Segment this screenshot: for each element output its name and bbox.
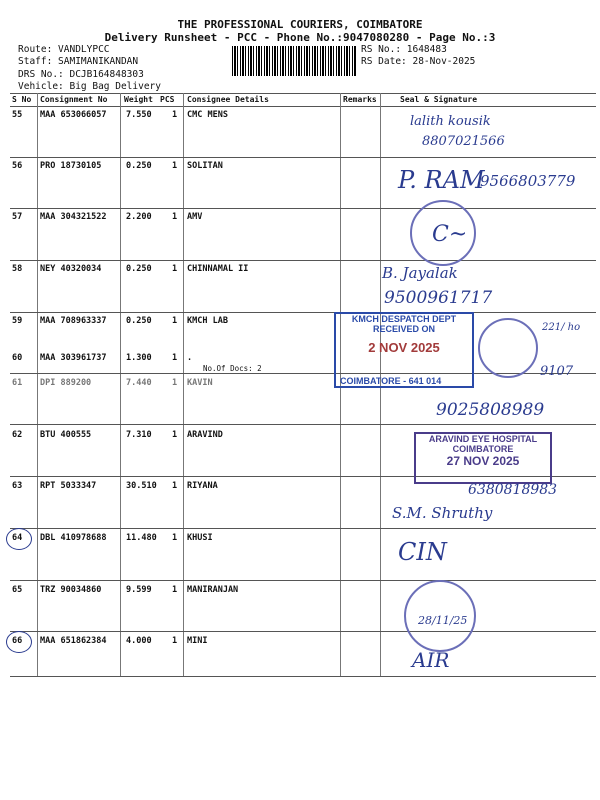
- row-line: [10, 580, 596, 581]
- col-divider: [37, 93, 38, 676]
- aravind-stamp-date: 27 NOV 2025: [446, 454, 520, 468]
- sig-56-name: P. RAM: [398, 166, 485, 194]
- row-58-weight: 0.250: [126, 264, 152, 274]
- row-59-pcs: 1: [172, 316, 178, 326]
- row-57-cons: MAA 304321522: [40, 212, 107, 222]
- kmch-stamp-city: COIMBATORE - 641 014: [340, 376, 442, 386]
- col-divider: [120, 93, 121, 676]
- row-60-cons: MAA 303961737: [40, 353, 107, 363]
- kmch-stamp-line1: KMCH DESPATCH DEPT: [351, 314, 457, 324]
- row-65-cons: TRZ 90034860: [40, 585, 102, 595]
- row-66-sno: 66: [12, 636, 23, 646]
- row-65-pcs: 1: [172, 585, 178, 595]
- row-62-sno: 62: [12, 430, 23, 440]
- staff-label: Staff: SAMIMANIKANDAN: [18, 56, 139, 67]
- route-label: Route: VANDLYPCC: [18, 44, 110, 55]
- col-sno: S No: [12, 95, 32, 104]
- row-line: [10, 260, 596, 261]
- row-line: [10, 424, 596, 425]
- row-63-cons: RPT 5033347: [40, 481, 97, 491]
- aravind-stamp: [414, 432, 552, 484]
- no-of-docs: No.Of Docs: 2: [203, 364, 262, 373]
- col-consignee: Consignee Details: [187, 95, 269, 104]
- row-60-pcs: 1: [172, 353, 178, 363]
- sig-58-phone: 9500961717: [384, 288, 493, 308]
- row-55-cons: MAA 653066057: [40, 110, 107, 120]
- row-65-consignee: MANIRANJAN: [187, 585, 239, 595]
- row-64-cons: DBL 410978688: [40, 533, 107, 543]
- row-66-pcs: 1: [172, 636, 178, 646]
- row-line: [10, 157, 596, 158]
- row-63-sno: 63: [12, 481, 23, 491]
- sig-60-phone: 9107: [540, 364, 574, 379]
- row-57-consignee: AMV: [187, 212, 203, 222]
- row-62-cons: BTU 400555: [40, 430, 92, 440]
- row-56-sno: 56: [12, 161, 23, 171]
- row-63-pcs: 1: [172, 481, 178, 491]
- row-56-cons: PRO 18730105: [40, 161, 102, 171]
- row-61-pcs: 1: [172, 378, 178, 388]
- row-56-weight: 0.250: [126, 161, 152, 171]
- row-56-consignee: SOLITAN: [187, 161, 223, 171]
- sig-64-name: CIN: [398, 538, 447, 566]
- row-61-consignee: KAVIN: [187, 378, 213, 388]
- row-66-consignee: MINI: [187, 636, 208, 646]
- header-bottom-line: [10, 106, 596, 107]
- row-57-weight: 2.200: [126, 212, 152, 222]
- kmch-stamp-line2: RECEIVED ON: [372, 324, 435, 334]
- sig-59-note: 221/ ho: [542, 322, 581, 333]
- col-consignment: Consignment No: [40, 95, 108, 104]
- row-64-pcs: 1: [172, 533, 178, 543]
- seal-59: [478, 318, 538, 378]
- row-line: [10, 312, 596, 313]
- row-line: [10, 208, 596, 209]
- row-61-cons: DPI 889200: [40, 378, 92, 388]
- row-55-weight: 7.550: [126, 110, 152, 120]
- row-59-cons: MAA 708963337: [40, 316, 107, 326]
- vehicle-label: Vehicle: Big Bag Delivery: [18, 81, 161, 92]
- sig-58-name: B. Jayalak: [382, 264, 458, 282]
- rs-date: RS Date: 28-Nov-2025: [361, 56, 476, 67]
- runsheet-subtitle: Delivery Runsheet - PCC - Phone No.:9047080280 - Page No.:3: [104, 31, 496, 44]
- sig-66-name: AIR: [412, 648, 450, 672]
- row-58-sno: 58: [12, 264, 23, 274]
- sig-55-phone: 8807021566: [422, 134, 505, 149]
- row-59-weight: 0.250: [126, 316, 152, 326]
- row-62-pcs: 1: [172, 430, 178, 440]
- row-63-weight: 30.510: [126, 481, 157, 491]
- row-55-consignee: CMC MENS: [187, 110, 228, 120]
- kmch-stamp-date: 2 NOV 2025: [368, 340, 440, 355]
- row-61-weight: 7.440: [126, 378, 152, 388]
- barcode-image: [232, 46, 356, 76]
- row-65-weight: 9.599: [126, 585, 152, 595]
- aravind-stamp-line2: COIMBATORE: [452, 444, 514, 454]
- sig-62-phone: 6380818983: [468, 482, 558, 498]
- sig-65-date: 28/11/25: [418, 614, 468, 627]
- row-66-weight: 4.000: [126, 636, 152, 646]
- row-58-pcs: 1: [172, 264, 178, 274]
- row-64-weight: 11.480: [126, 533, 157, 543]
- row-62-consignee: ARAVIND: [187, 430, 223, 440]
- row-57-pcs: 1: [172, 212, 178, 222]
- row-line: [10, 631, 596, 632]
- sig-56-phone: 9566803779: [480, 172, 576, 190]
- row-59-consignee: KMCH LAB: [187, 316, 228, 326]
- row-55-sno: 55: [12, 110, 23, 120]
- row-60-weight: 1.300: [126, 353, 152, 363]
- row-58-cons: NEY 40320034: [40, 264, 102, 274]
- row-65-sno: 65: [12, 585, 23, 595]
- rs-number: RS No.: 1648483: [361, 44, 447, 55]
- sig-63-name: S.M. Shruthy: [392, 504, 493, 522]
- row-58-consignee: CHINNAMAL II: [187, 264, 249, 274]
- row-59-sno: 59: [12, 316, 23, 326]
- sig-55-name: lalith kousik: [410, 114, 491, 129]
- table-bottom-line: [10, 676, 596, 677]
- sig-61-phone: 9025808989: [436, 400, 545, 420]
- col-remarks: Remarks: [343, 95, 377, 104]
- row-64-circle-mark: [6, 528, 32, 550]
- row-56-pcs: 1: [172, 161, 178, 171]
- table-top-line: [10, 93, 596, 94]
- row-61-sno: 61: [12, 378, 23, 388]
- row-62-weight: 7.310: [126, 430, 152, 440]
- col-signature: Seal & Signature: [400, 95, 478, 104]
- row-64-consignee: KHUSI: [187, 533, 213, 543]
- drs-label: DRS No.: DCJB164848303: [18, 69, 144, 80]
- row-66-circle-mark: [6, 631, 32, 653]
- row-64-sno: 64: [12, 533, 23, 543]
- row-63-consignee: RIYANA: [187, 481, 218, 491]
- row-57-sno: 57: [12, 212, 23, 222]
- row-55-pcs: 1: [172, 110, 178, 120]
- aravind-stamp-line1: ARAVIND EYE HOSPITAL: [428, 434, 538, 444]
- company-title: THE PROFESSIONAL COURIERS, COIMBATORE: [177, 18, 423, 31]
- row-66-cons: MAA 651862384: [40, 636, 107, 646]
- col-divider: [183, 93, 184, 676]
- row-60-sno: 60: [12, 353, 23, 363]
- col-weight: Weight: [124, 95, 153, 104]
- col-pcs: PCS: [160, 95, 175, 104]
- sig-57-scribble: C~: [432, 222, 468, 247]
- row-60-consignee: .: [187, 353, 193, 363]
- row-line: [10, 528, 596, 529]
